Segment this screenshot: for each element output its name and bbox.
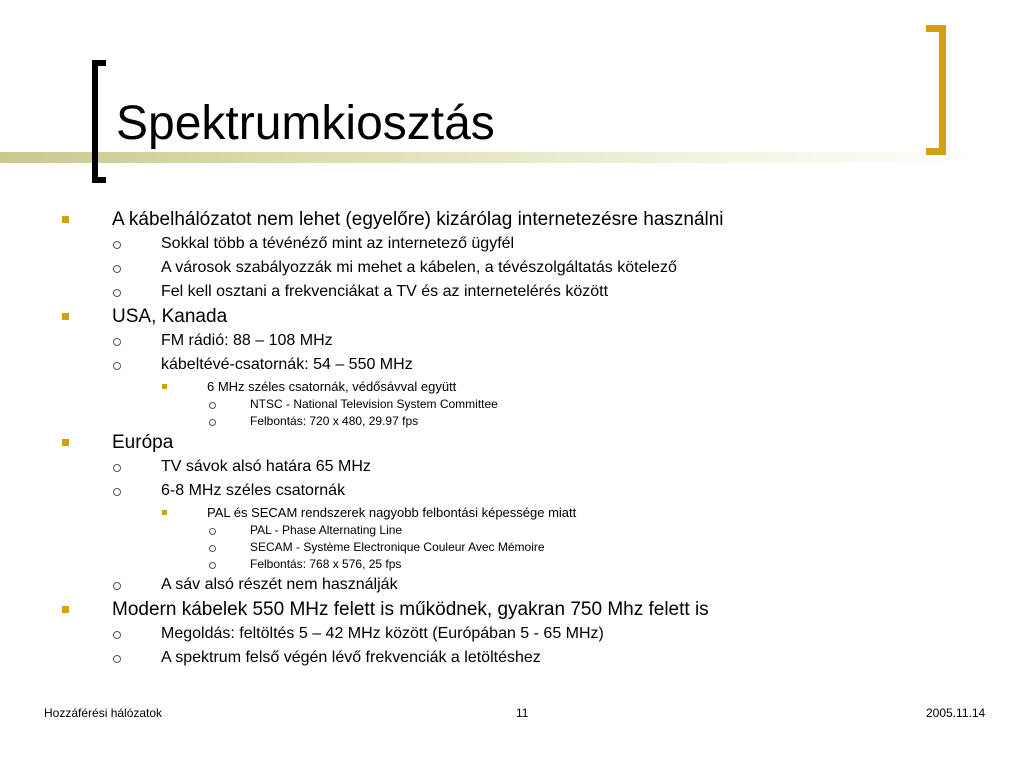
list-item-text: Megoldás: feltöltés 5 – 42 MHz között (Európában 5 - 65 MHz) [161, 625, 604, 642]
list-item-text: 6 MHz széles csatornák, védősávval együtt [207, 379, 457, 394]
title-gradient-band [0, 152, 1024, 163]
list-item [60, 280, 1000, 304]
slide-title: Spektrumkiosztás [116, 97, 495, 150]
list-item-text: Fel kell osztani a frekvenciákat a TV és az internetelérés között [161, 283, 609, 300]
footer-date: 2005.11.14 [926, 706, 986, 720]
list-item-text: A sáv alsó részét nem használják [161, 576, 398, 593]
ring-bullet-icon [113, 655, 121, 663]
square-bullet-icon [62, 439, 69, 446]
square-bullet-icon [162, 384, 167, 389]
ring-bullet-icon [113, 241, 121, 249]
ring-bullet-icon [113, 362, 121, 370]
ring-bullet-icon [209, 419, 216, 426]
list-item [60, 413, 1000, 430]
list-item [60, 256, 1000, 280]
ring-bullet-icon [209, 545, 216, 552]
list-item [60, 353, 1000, 377]
list-item [60, 479, 1000, 503]
list-item [60, 622, 1000, 646]
list-item-text: Sokkal több a tévénéző mint az internetező ügyfél [161, 235, 515, 252]
list-item-text: A városok szabályozzák mi mehet a kábelen, a tévészolgáltatás kötelező [161, 259, 677, 276]
list-item-text: FM rádió: 88 – 108 MHz [161, 332, 333, 349]
ring-bullet-icon [113, 631, 121, 639]
list-item-text: NTSC - National Television System Committee [250, 397, 498, 411]
list-item-text: Modern kábelek 550 MHz felett is működnek, gyakran 750 Mhz felett is [112, 599, 709, 620]
list-item-text: A spektrum felső végén lévő frekvenciák a letöltéshez [161, 649, 541, 666]
list-item [60, 304, 1000, 329]
list-item [60, 455, 1000, 479]
list-item [60, 232, 1000, 256]
list-item-text: USA, Kanada [112, 306, 228, 327]
ring-bullet-icon [113, 464, 121, 472]
list-item-text: PAL - Phase Alternating Line [250, 523, 403, 537]
list-item [60, 207, 1000, 232]
list-item-text: 6-8 MHz széles csatornák [161, 482, 346, 499]
footer-page-number: 11 [516, 706, 529, 720]
list-item-text: A kábelhálózatot nem lehet (egyelőre) kizárólag internetezésre használni [112, 209, 724, 230]
ring-bullet-icon [209, 562, 216, 569]
square-bullet-icon [62, 606, 69, 613]
footer-course-title: Hozzáférési hálózatok [44, 706, 163, 720]
square-bullet-icon [62, 313, 69, 320]
list-item [60, 503, 1000, 522]
list-item [60, 396, 1000, 413]
list-item [60, 646, 1000, 670]
ring-bullet-icon [113, 265, 121, 273]
ring-bullet-icon [113, 338, 121, 346]
list-item [60, 573, 1000, 597]
ring-bullet-icon [113, 488, 121, 496]
list-item [60, 556, 1000, 573]
left-bracket-decoration [92, 60, 106, 183]
right-bracket-decoration [926, 25, 946, 155]
list-item [60, 377, 1000, 396]
list-item [60, 597, 1000, 622]
ring-bullet-icon [113, 582, 121, 590]
ring-bullet-icon [209, 528, 216, 535]
list-item-text: PAL és SECAM rendszerek nagyobb felbontási képessége miatt [207, 505, 577, 520]
list-item [60, 539, 1000, 556]
list-item [60, 329, 1000, 353]
square-bullet-icon [162, 510, 167, 515]
list-item [60, 430, 1000, 455]
bullet-list [60, 207, 1000, 670]
list-item [60, 522, 1000, 539]
list-item-text: Felbontás: 768 x 576, 25 fps [250, 557, 402, 571]
list-item-text: Európa [112, 432, 174, 453]
ring-bullet-icon [113, 289, 121, 297]
ring-bullet-icon [209, 402, 216, 409]
square-bullet-icon [62, 216, 69, 223]
list-item-text: Felbontás: 720 x 480, 29.97 fps [250, 414, 419, 428]
list-item-text: kábeltévé-csatornák: 54 – 550 MHz [161, 356, 413, 373]
list-item-text: TV sávok alsó határa 65 MHz [161, 458, 371, 475]
list-item-text: SECAM - Système Electronique Couleur Avec Mémoire [250, 540, 545, 554]
